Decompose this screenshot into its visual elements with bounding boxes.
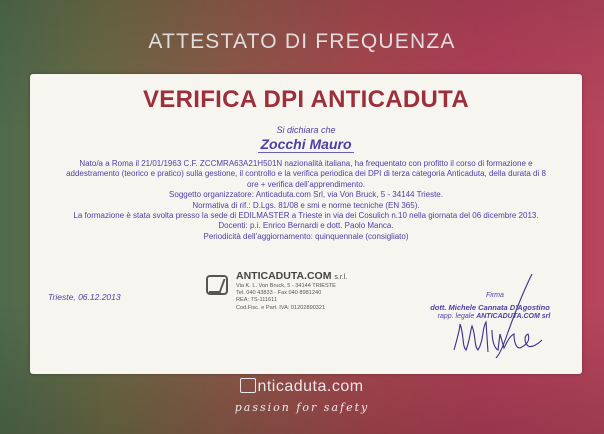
company-name-text: ANTICADUTA.COM — [236, 270, 332, 282]
body-line: Periodicità dell’aggiornamento: quinquennale (consigliato) — [203, 231, 409, 241]
body-line: La formazione è stata svolta presso la sede di EDILMASTER a Trieste in via dei Cosulich n.10 nella giornata del 06 dicembre 2013. — [73, 211, 539, 221]
body-line: Docenti: p.i. Enrico Bernardi e dott. Paolo Manca. — [218, 221, 394, 231]
certificate-body — [48, 159, 564, 242]
declaration-text: Si dichiara che — [276, 125, 336, 135]
certificate-card — [30, 74, 582, 374]
body-line: Soggetto organizzatore: Anticaduta.com Srl, via Von Bruck, 5 - 34144 Trieste. — [169, 190, 443, 200]
body-line: ore + verifica dell’apprendimento. — [246, 179, 366, 189]
recipient-name — [30, 136, 582, 152]
signer-name: dott. Michele Cannata D’Agostino — [430, 303, 550, 312]
company-rea: REA: TS-111611 — [236, 297, 277, 304]
company-name — [236, 270, 347, 282]
footer-logo-icon — [240, 378, 256, 393]
signer-role — [414, 313, 574, 320]
body-line: Nato/a a Roma il 21/01/1963 C.F. ZCCMRA63A21H501N nazionalità italiana, ha frequentato con profitto il corso di formazione e — [79, 159, 533, 168]
certificate-title: VERIFICA DPI ANTICADUTA — [142, 86, 469, 113]
footer-logo — [0, 378, 604, 396]
footer-tagline: passion for safety — [234, 401, 370, 414]
company-suffix: s.r.l. — [334, 274, 348, 281]
company-phone: Tel. 040 43833 - Fax 040 8981240 — [236, 290, 322, 297]
signer-company: ANTICADUTA.COM srl — [476, 313, 551, 320]
body-line: addestramento (teorico e pratico) sulla gestione, il controllo e la verifica periodica dei DPI di terza categoria Anticaduta, della durata di 8 — [66, 169, 546, 179]
certificate-header-title: ATTESTATO DI FREQUENZA — [148, 30, 456, 53]
place-date: Trieste, 06.12.2013 — [48, 292, 121, 302]
footer-logo-text: nticaduta.com — [257, 378, 364, 395]
company-details — [236, 283, 336, 312]
company-tax-id: Cod.Fisc. e Part. IVA: 01202890321 — [236, 304, 326, 311]
signature-label: Firma — [486, 292, 504, 299]
company-logo-icon — [206, 275, 228, 295]
company-address: Via K. L. Von Bruck, 5 - 34144 TRIESTE — [236, 283, 336, 289]
body-line: Normativa di rif.: D.Lgs. 81/08 e smi e norme tecniche (EN 365). — [192, 200, 420, 210]
signer-role-prefix: rapp. legale — [437, 313, 475, 320]
recipient-name-text: Zocchi Mauro — [260, 136, 352, 152]
